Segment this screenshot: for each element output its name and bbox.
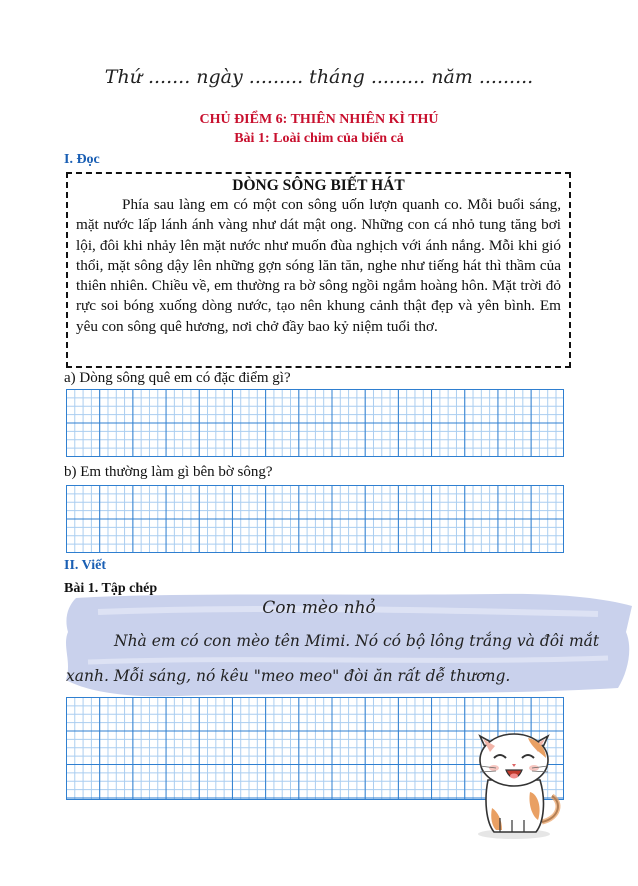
task-title: Bài 1. Tập chép bbox=[64, 581, 158, 596]
topic-heading: CHỦ ĐIỂM 6: THIÊN NHIÊN KÌ THÚ bbox=[199, 112, 439, 127]
copy-line-2: xanh. Mỗi sáng, nó kêu "meo meo" đòi ăn rất dễ thương. bbox=[66, 667, 511, 685]
passage-text: Phía sau làng em có một con sông uốn lượn quanh co. Mỗi buổi sáng, mặt nước lấp lánh ánh vàng như dát mật ong. Những con cá nhỏ tung tăng bơi lội, đôi khi nhảy lên mặt nước như muốn đùa nghịch với ánh nắng. Mỗi khi gió thổi, mặt sông dậy lên những gợn sóng lăn tăn, nghe như tiếng hát thì thầm của thiên nhiên. Chiều về, em thường ra bờ sông ngồi ngắm hoàng hôn. Mặt trời đỏ rực soi bóng xuống dòng nước, tạo nên khung cảnh thật đẹp và yên bình. Em yêu con sông quê hương, nơi chở đầy bao kỷ niệm tuổi thơ. bbox=[76, 196, 561, 335]
date-line: Thứ ....... ngày ......... tháng ......... năm ......... bbox=[104, 66, 534, 88]
question-b: b) Em thường làm gì bên bờ sông? bbox=[64, 464, 273, 480]
cat-illustration bbox=[466, 722, 564, 840]
answer-grid-b[interactable] bbox=[66, 485, 564, 553]
reading-section-title: I. Đọc bbox=[64, 152, 100, 167]
writing-section-title: II. Viết bbox=[64, 558, 106, 573]
question-a: a) Dòng sông quê em có đặc điểm gì? bbox=[64, 370, 291, 386]
lesson-heading: Bài 1: Loài chim của biển cả bbox=[234, 131, 404, 146]
copy-title: Con mèo nhỏ bbox=[262, 598, 376, 618]
answer-grid-a[interactable] bbox=[66, 389, 564, 457]
passage-title: DÒNG SÔNG BIẾT HÁT bbox=[232, 177, 405, 194]
copy-line-1: Nhà em có con mèo tên Mimi. Nó có bộ lông trắng và đôi mắt bbox=[114, 632, 600, 650]
reading-passage-box bbox=[66, 172, 571, 368]
